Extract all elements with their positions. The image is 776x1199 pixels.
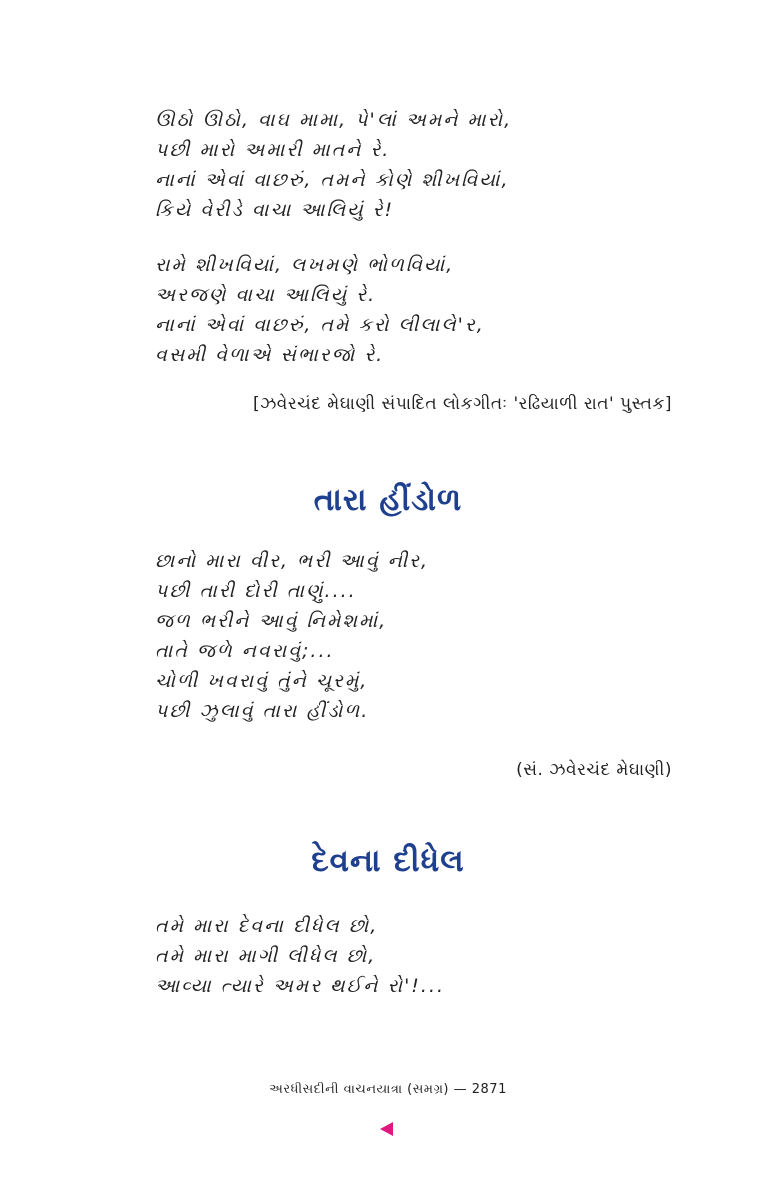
poem-line: તાતે જળે નવરાવું;... xyxy=(155,640,335,662)
poem-line: આવ્યા ત્યારે અમર થઈને રો'!... xyxy=(155,975,446,997)
poem-1-stanza-1 xyxy=(155,105,675,225)
poem-2-body xyxy=(155,546,675,726)
poem-2-citation: (સં. ઝવેરચંદ મેઘાણી) xyxy=(516,760,672,780)
poem-line: જળ ભરીને આવું નિમેશમાં, xyxy=(155,610,388,632)
poem-line: ચોળી ખવરાવું તુંને ચૂરમું, xyxy=(155,670,369,692)
poem-1-stanza-2 xyxy=(155,250,675,370)
poem-line: છાનો મારા વીર, ભરી આવું નીર, xyxy=(155,550,430,572)
poem-1-citation: [ઝવેરચંદ મેઘાણી સંપાદિત લોકગીતઃ 'રઢિયાળી રાત' પુસ્તક] xyxy=(252,394,672,414)
poem-2-title: તારા હીંડોળ xyxy=(313,482,463,518)
poem-line: કિયે વેરીડે વાચા આલિયું રે! xyxy=(155,199,395,221)
triangle-left-icon[interactable] xyxy=(380,1122,393,1136)
poem-line: તમે મારા માગી લીધેલ છો, xyxy=(155,945,377,967)
poem-line: નાનાં એવાં વાછરું, તમે કરો લીલાલે'ર, xyxy=(155,314,485,336)
poem-line: પછી તારી દોરી તાણું.... xyxy=(155,580,357,602)
poem-line: અરજણે વાચા આલિયું રે. xyxy=(155,284,377,306)
poem-line: રામે શીખવિયાં, લખમણે ભોળવિયાં, xyxy=(155,254,455,276)
poem-line: નાનાં એવાં વાછરું, તમને કોણે શીખવિયાં, xyxy=(155,169,510,191)
poem-line: પછી મારો અમારી માતને રે. xyxy=(155,139,391,161)
poem-line: તમે મારા દેવના દીધેલ છો, xyxy=(155,915,379,937)
poem-line: ઊઠો ઊઠો, વાઘ મામા, પે'લાં અમને મારો, xyxy=(155,109,513,131)
poem-3-body xyxy=(155,911,675,1001)
poem-3-title: દેવના દીધેલ xyxy=(311,843,465,879)
page-footer: અરધીસદીની વાચનયાત્રા (સમગ્ર) — 2871 xyxy=(269,1082,507,1097)
poem-line: વસમી વેળાએ સંભારજો રે. xyxy=(155,344,385,366)
poem-line: પછી ઝુલાવું તારા હીંડોળ. xyxy=(155,700,370,722)
